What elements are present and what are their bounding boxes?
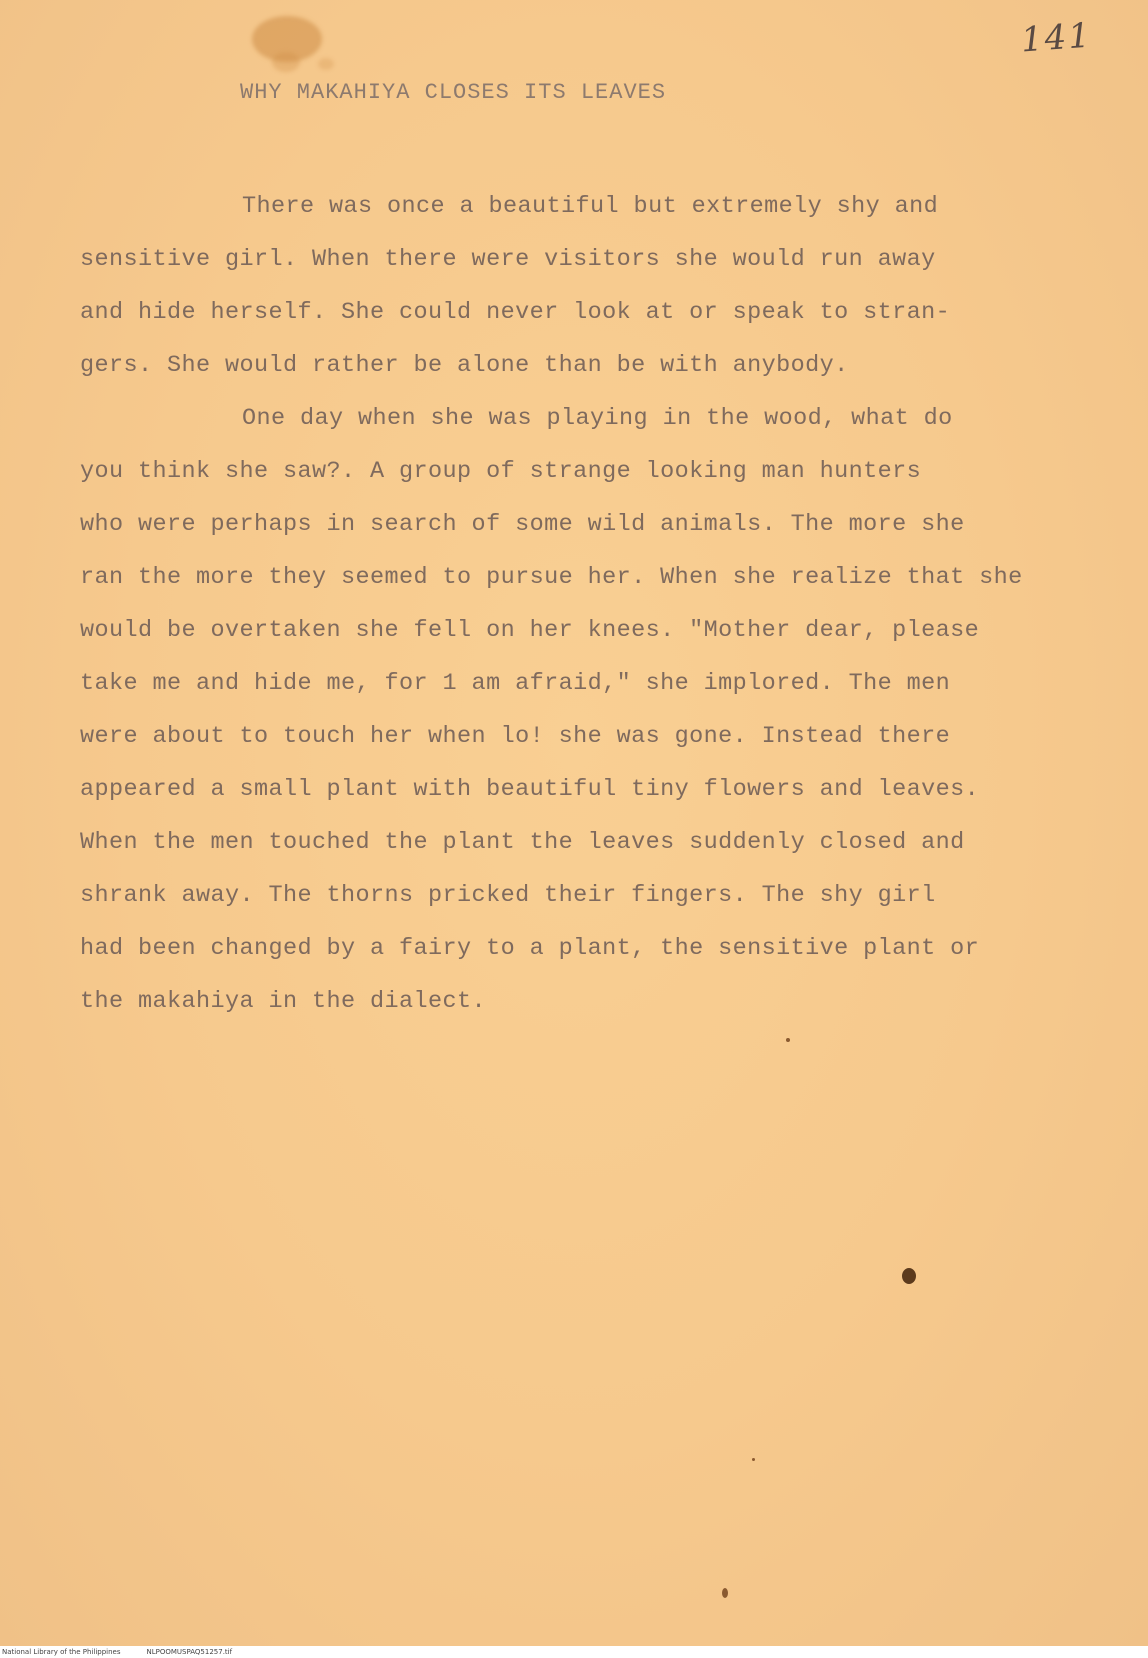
- text-line: would be overtaken she fell on her knees. "Mother dear, please: [80, 617, 980, 644]
- text-line: take me and hide me, for 1 am afraid," she implored. The men: [80, 670, 951, 697]
- text-line: appeared a small plant with beautiful tiny flowers and leaves.: [80, 776, 980, 803]
- text-line: There was once a beautiful but extremely shy and: [242, 193, 939, 220]
- text-line: One day when she was playing in the wood, what do: [242, 405, 953, 432]
- paper-stain: [272, 52, 300, 72]
- text-line: had been changed by a fairy to a plant, the sensitive plant or: [80, 935, 980, 962]
- footer-filename: NLPOOMUSPAQ51257.tif: [146, 1648, 233, 1656]
- text-line: gers. She would rather be alone than be with anybody.: [80, 352, 849, 379]
- footer-source: National Library of the Philippines: [2, 1648, 121, 1656]
- text-line: sensitive girl. When there were visitors she would run away: [80, 246, 936, 273]
- ink-spot: [902, 1268, 916, 1284]
- ink-speck: [722, 1588, 728, 1598]
- text-line: the makahiya in the dialect.: [80, 988, 487, 1015]
- text-line: were about to touch her when lo! she was gone. Instead there: [80, 723, 951, 750]
- text-line: When the men touched the plant the leaves suddenly closed and: [80, 829, 965, 856]
- text-line: you think she saw?. A group of strange looking man hunters: [80, 458, 922, 485]
- text-line: shrank away. The thorns pricked their fingers. The shy girl: [80, 882, 936, 909]
- ink-speck: [786, 1038, 790, 1042]
- scan-footer: [0, 1646, 1148, 1658]
- text-line: ran the more they seemed to pursue her. When she realize that she: [80, 564, 1023, 591]
- text-line: and hide herself. She could never look at or speak to stran-: [80, 299, 951, 326]
- page-title: WHY MAKAHIYA CLOSES ITS LEAVES: [240, 80, 667, 105]
- ink-speck: [752, 1458, 755, 1461]
- story-body: [80, 180, 1120, 1028]
- text-line: who were perhaps in search of some wild animals. The more she: [80, 511, 965, 538]
- paper-stain: [318, 58, 334, 70]
- handwritten-page-number: 141: [1019, 15, 1094, 61]
